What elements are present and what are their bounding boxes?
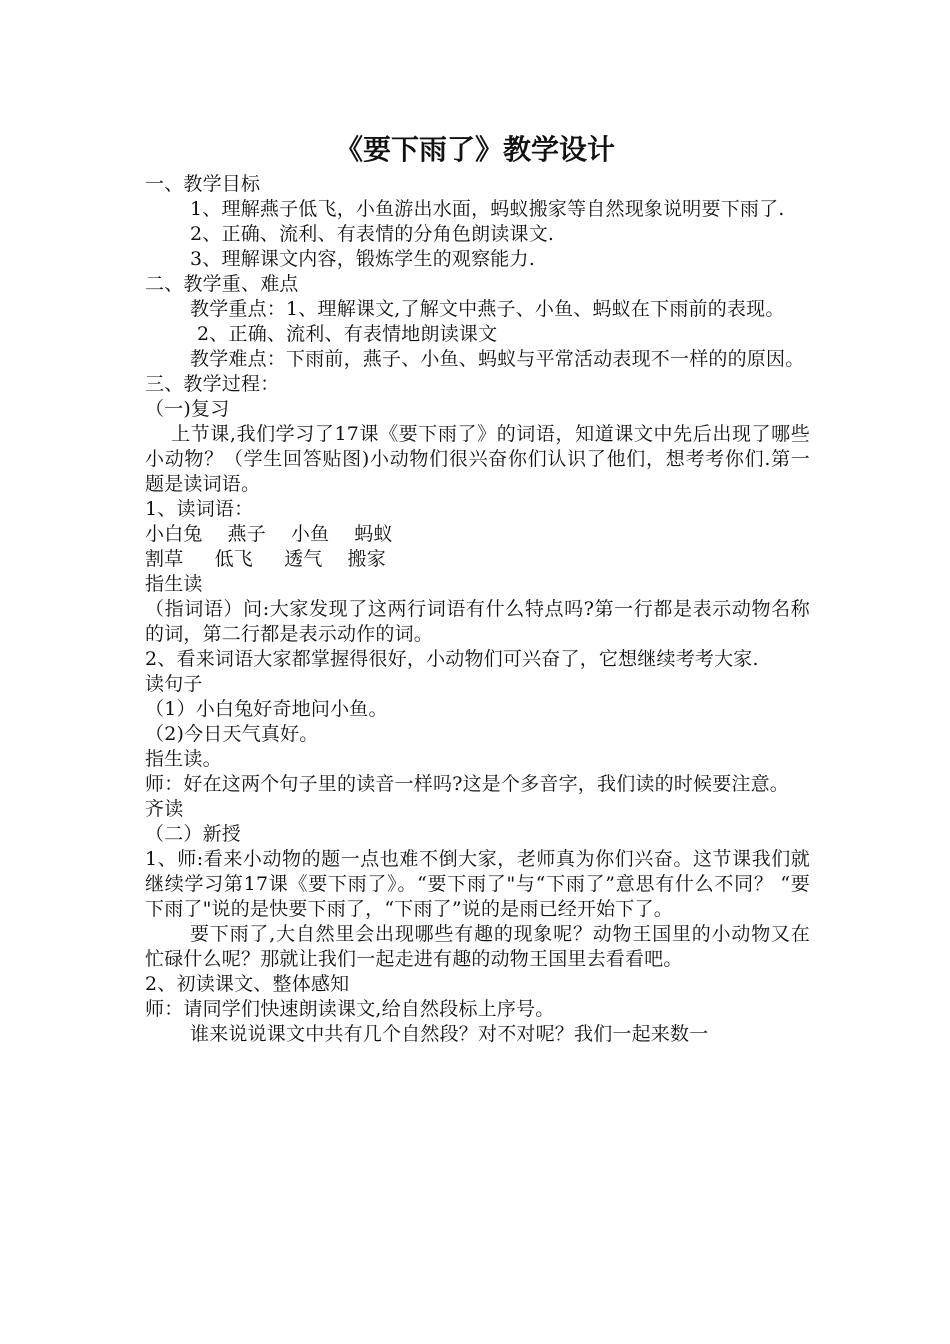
objective-2: 2、正确、流利、有表情的分角色朗读课文. <box>190 223 555 245</box>
objective-3: 3、理解课文内容，锻炼学生的观察能力. <box>190 248 535 270</box>
first-reading-heading: 2、初读课文、整体感知 <box>145 973 350 995</box>
objective-1: 1、理解燕子低飞，小鱼游出水面，蚂蚁搬家等自然现象说明要下雨了. <box>190 198 785 220</box>
sentence-task-intro: 2、看来词语大家都掌握得很好，小动物们可兴奋了，它想继续考考大家. <box>145 648 759 670</box>
heading-process: 三、教学过程： <box>145 373 280 395</box>
sentence-1: （1）小白兔好奇地问小鱼。 <box>145 698 388 720</box>
key-point-2: 2、正确、流利、有表情地朗读课文 <box>197 323 498 345</box>
teacher-note: 师：好在这两个句子里的读音一样吗?这是个多音字，我们读的时候要注意。 <box>145 773 789 795</box>
document-body <box>145 172 810 1047</box>
read-sentences-heading: 读句子 <box>145 673 203 695</box>
vocab-row-actions: 割草 低飞 透气 搬家 <box>145 548 386 570</box>
difficulty-text: 教学难点：下雨前，燕子、小鱼、蚂蚁与平常活动表现不一样的的原因。 <box>190 348 805 370</box>
sentence-2: （2)今日天气真好。 <box>145 723 319 745</box>
subheading-review: （一)复习 <box>145 398 230 420</box>
nature-paragraph: 要下雨了,大自然里会出现哪些有趣的现象呢？动物王国里的小动物又在忙碌什么呢？那就让我们一起走进有趣的动物王国里去看看吧。 <box>145 923 810 970</box>
instruction-line: 指生读。 <box>145 748 222 770</box>
instruction-line: 指生读 <box>145 573 203 595</box>
teacher-instruction: 师：请同学们快速朗读课文,给自然段标上序号。 <box>145 998 555 1020</box>
review-paragraph: 上节课,我们学习了17课《要下雨了》的词语，知道课文中先后出现了哪些小动物？（学生回答贴图)小动物们很兴奋你们认识了他们，想考考你们.第一题是读词语。 <box>145 423 810 495</box>
key-point-text: 教学重点：1、理解课文,了解文中燕子、小鱼、蚂蚁在下雨前的表现。 <box>190 298 785 320</box>
closing-paragraph: 谁来说说课文中共有几个自然段？对不对呢？我们一起来数一 <box>190 1023 709 1045</box>
heading-objectives: 一、教学目标 <box>145 173 261 195</box>
new-lesson-paragraph: 1、师:看来小动物的题一点也难不倒大家，老师真为你们兴奋。这节课我们就继续学习第17课《要下雨了》。“要下雨了"与“下雨了”意思有什么不同？ “要下雨了"说的是快要下雨了，“下雨了”说的是雨已经开始下了。 <box>145 848 810 920</box>
instruction-line: 齐读 <box>145 798 184 820</box>
heading-key-points: 二、教学重、难点 <box>145 273 299 295</box>
document-title: 《要下雨了》教学设计 <box>334 133 615 166</box>
question-paragraph: （指词语）问:大家发现了这两行词语有什么特点吗?第一行都是表示动物名称的词，第二行都是表示动作的词。 <box>145 598 810 645</box>
vocab-row-animals: 小白兔 燕子 小鱼 蚂蚁 <box>145 523 393 545</box>
read-words-heading: 1、读词语： <box>145 498 254 520</box>
subheading-new-lesson: （二）新授 <box>145 823 242 845</box>
